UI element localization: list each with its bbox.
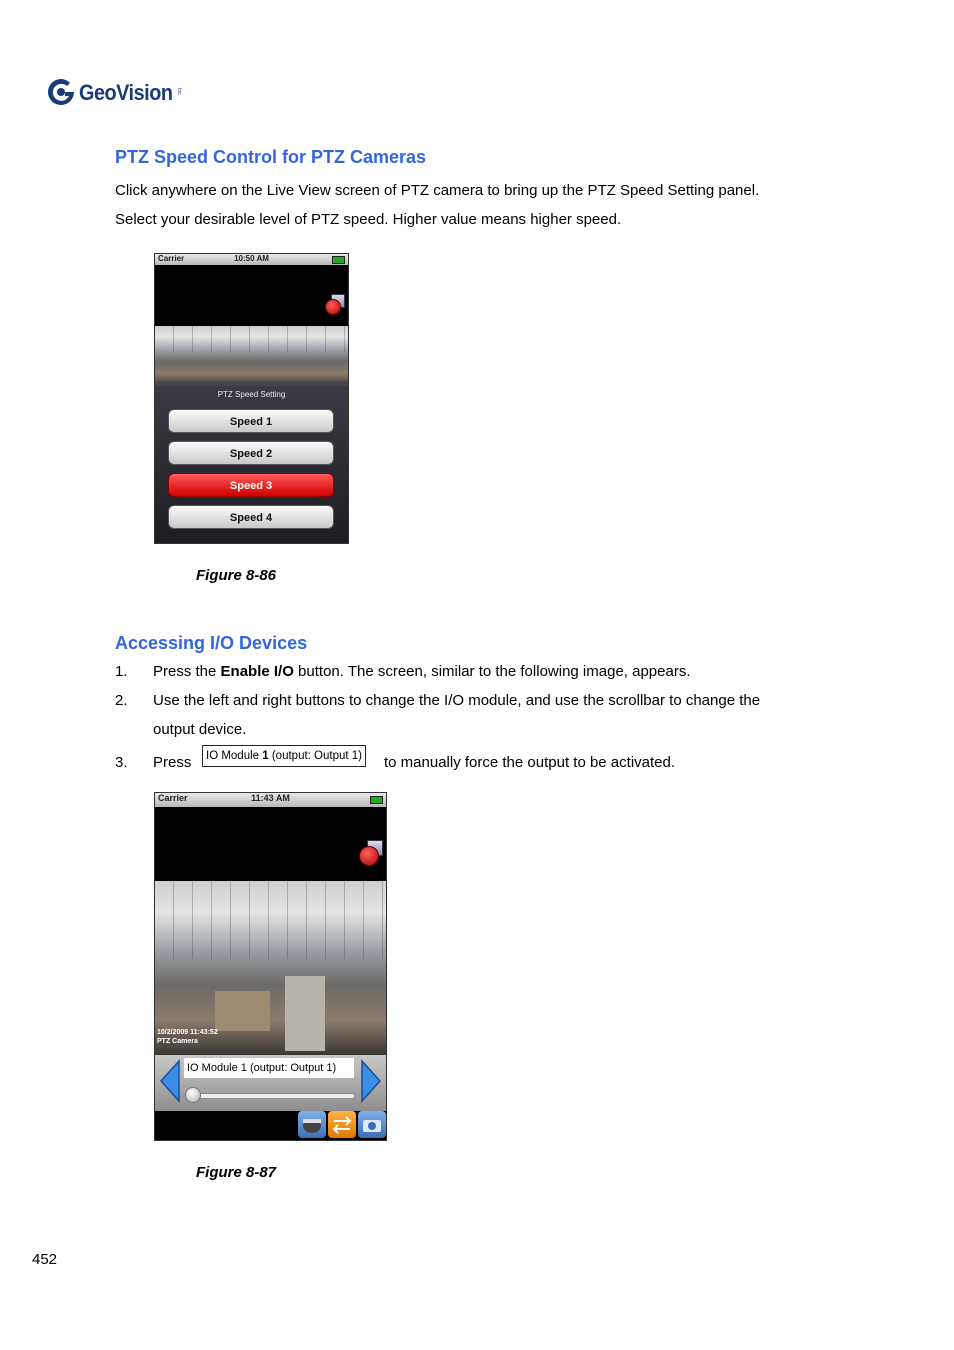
- camera-timestamp: 10/2/2009 11:43:52: [157, 1029, 218, 1036]
- io-device-screenshot: [154, 792, 387, 1141]
- battery-icon-2: [370, 796, 383, 804]
- io-inline-bold: 1: [262, 750, 269, 762]
- camera-live-view-2[interactable]: [155, 881, 386, 1055]
- ptz-speed-screenshot: [154, 253, 349, 544]
- swap-arrows-icon: [328, 1111, 356, 1138]
- battery-icon: [332, 256, 345, 264]
- step2-text: [153, 686, 853, 744]
- step1-text-b: button. The screen, similar to the following image, appears.: [293, 663, 691, 680]
- camera-icon: [358, 1111, 386, 1138]
- speed-4-button[interactable]: Speed 4: [168, 505, 334, 529]
- logo-text: GeoVision: [79, 80, 173, 105]
- left-arrow-icon[interactable]: [159, 1059, 181, 1103]
- ptz-panel-title: PTZ Speed Setting: [217, 390, 286, 399]
- geovision-logo-icon: [45, 76, 77, 108]
- status-time-2: 11:43 AM: [251, 793, 290, 803]
- snapshot-icon[interactable]: [358, 1111, 386, 1138]
- status-time: 10:50 AM: [234, 254, 269, 263]
- speed-1-button[interactable]: Speed 1: [168, 409, 334, 433]
- office-partition: [285, 976, 325, 1051]
- step2-line2: output device.: [153, 721, 247, 738]
- camera-name: PTZ Camera: [157, 1038, 198, 1045]
- step2-line1: Use the left and right buttons to change the I/O module, and use the scrollbar to change the: [153, 692, 761, 709]
- step3-text-b: to manually force the output to be activated.: [384, 754, 676, 771]
- ptz-description-line2: Select your desirable level of PTZ speed. Higher value means higher speed.: [115, 211, 622, 228]
- ptz-description: [115, 176, 875, 234]
- status-bar: [155, 254, 348, 265]
- record-icon[interactable]: [325, 299, 341, 315]
- step3-number: 3.: [115, 754, 128, 771]
- office-desk: [215, 991, 270, 1031]
- ptz-speed-panel: [155, 381, 348, 543]
- right-arrow-icon[interactable]: [360, 1059, 382, 1103]
- carrier-label-2: Carrier: [158, 793, 188, 803]
- output-slider-knob[interactable]: [185, 1087, 201, 1103]
- io-module-inline-button: [202, 745, 366, 767]
- ceiling-lights-2: [155, 881, 386, 959]
- step1-bold: Enable I/O: [220, 663, 294, 680]
- step1-text-a: Press the: [153, 663, 221, 680]
- step3-text-a: Press: [153, 754, 192, 771]
- output-slider-track[interactable]: [188, 1093, 355, 1099]
- ptz-camera-icon[interactable]: [298, 1111, 326, 1138]
- figure-caption-87: Figure 8-87: [196, 1164, 277, 1181]
- page-number: 452: [32, 1251, 58, 1268]
- io-module-label[interactable]: IO Module 1 (output: Output 1): [184, 1058, 354, 1078]
- carrier-label: Carrier: [158, 254, 185, 263]
- step1-text: [153, 657, 853, 686]
- io-inline-text-b: (output: Output 1): [268, 750, 362, 762]
- section-title-io: Accessing I/O Devices: [115, 633, 308, 653]
- ceiling-lights: [155, 326, 348, 353]
- io-toggle-icon[interactable]: [328, 1111, 356, 1138]
- logo-small-text: Inc.: [176, 88, 182, 97]
- camera-live-view[interactable]: [155, 326, 348, 386]
- dome-camera-icon: [298, 1111, 326, 1138]
- io-module-inline-label: [202, 745, 366, 767]
- figure-caption-86: Figure 8-86: [196, 567, 277, 584]
- ptz-description-line1: Click anywhere on the Live View screen of PTZ camera to bring up the PTZ Speed Setting panel.: [115, 182, 760, 199]
- speed-2-button[interactable]: Speed 2: [168, 441, 334, 465]
- io-control-panel: [155, 1055, 386, 1111]
- step1-number: 1.: [115, 663, 128, 680]
- geovision-logo: [45, 74, 195, 110]
- io-inline-text-a: IO Module: [206, 750, 263, 762]
- step2-number: 2.: [115, 692, 128, 709]
- status-bar-2: [155, 793, 386, 807]
- section-title-ptz: PTZ Speed Control for PTZ Cameras: [115, 147, 427, 167]
- speed-3-button[interactable]: Speed 3: [168, 473, 334, 497]
- bottom-toolbar: [155, 1111, 386, 1140]
- record-icon-2[interactable]: [359, 846, 379, 866]
